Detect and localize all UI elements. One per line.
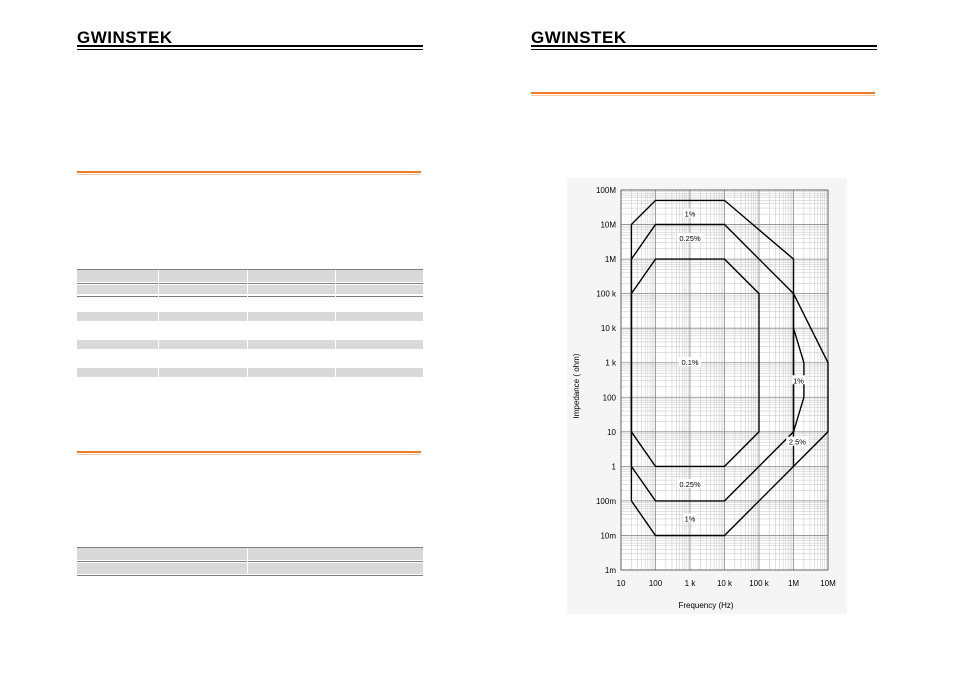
x-tick-labels [617,579,837,588]
section-rule-2 [77,451,421,453]
x-tick-label: 10 k [716,579,733,588]
y-tick-label: 1 [611,462,616,472]
table-1-header-row [77,270,423,282]
table-1-row [77,312,423,321]
y-tick-label: 10 [607,427,616,437]
accuracy-label: 0.25% [679,479,701,489]
section-rule-3 [531,92,875,94]
header-rule-right-thin [531,49,877,50]
table-2-col-divider [247,548,248,575]
table-1-row [77,340,423,349]
accuracy-label: 0.1% [681,358,699,368]
table-1-line [77,283,423,284]
y-tick-label: 1M [604,255,616,265]
table-2-header-row [77,548,423,560]
gwinstek-logo-left: GWINSTEK [77,28,173,47]
table-1-line [77,269,423,270]
x-tick-label: 10M [820,579,836,588]
x-tick-label: 100 k [749,579,769,588]
table-1-row [77,285,423,294]
accuracy-label: 1% [684,514,696,524]
section-rule-2-shadow [77,454,421,455]
table-2-line [77,561,423,562]
y-tick-label: 10 k [600,324,616,334]
table-1-line [77,296,423,297]
section-rule-3-shadow [531,95,875,96]
chart-svg [567,178,847,614]
x-axis-label: Frequency (Hz) [678,601,734,610]
header-rule-left [77,45,423,47]
x-tick-label: 1 k [684,579,696,588]
table-1-col-divider [335,270,336,377]
header-rule-right [531,45,877,47]
y-tick-label: 100 k [596,289,616,299]
y-tick-labels [596,186,617,575]
table-2-line [77,575,423,576]
y-tick-label: 1m [604,566,616,575]
y-tick-label: 100M [595,186,616,195]
accuracy-label: 0.25% [679,233,701,243]
table-1-row [77,368,423,377]
y-tick-label: 1 k [605,358,616,368]
gwinstek-logo-right: GWINSTEK [531,28,627,47]
y-tick-label: 100m [595,496,616,506]
impedance-accuracy-chart [567,178,847,614]
table-1-col-divider [247,270,248,377]
x-tick-label: 10 [616,579,626,588]
table-2-row [77,563,423,574]
y-tick-label: 100 [602,393,616,403]
y-axis-label: Impedance ( ohm) [572,353,581,419]
table-1-col-divider [158,270,159,377]
x-tick-label: 100 [648,579,663,588]
x-tick-label: 1M [787,579,800,588]
y-tick-label: 10m [600,531,616,541]
accuracy-label: 2.5% [788,437,806,447]
accuracy-label: 1% [793,376,804,386]
accuracy-label: 1% [684,209,696,219]
section-rule-1-shadow [77,174,421,175]
section-rule-1 [77,171,421,173]
header-rule-left-thin [77,49,423,50]
y-tick-label: 10M [600,220,616,230]
